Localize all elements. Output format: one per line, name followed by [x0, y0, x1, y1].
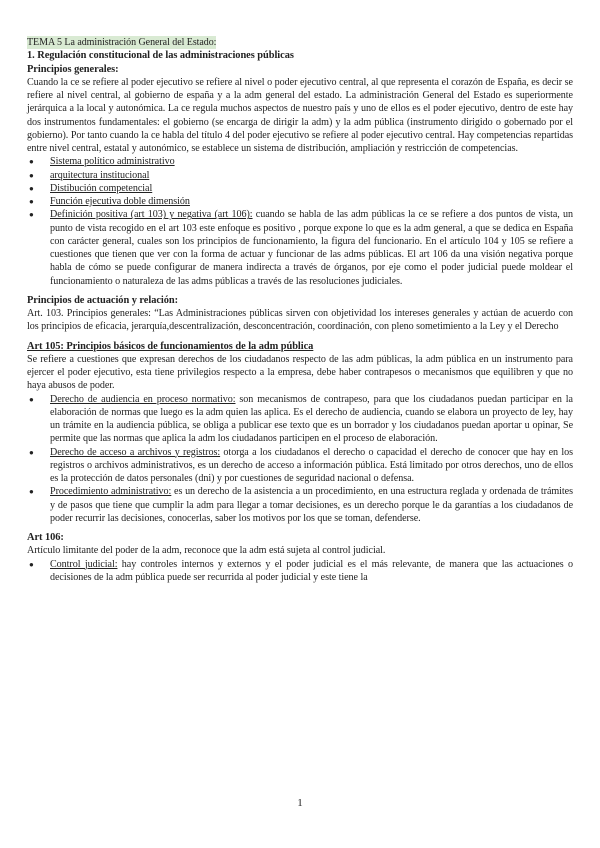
list-item: ● Derecho de acceso a archivos y registros: otorga a los ciudadanos el derecho o capacidad el derecho de conocer que hay en los registros o archivos administrativos, es un derecho de acceso a información pública. Está limitado por otros derechos, uno de ellos es la protección de datos personales (dni) y por cuestiones de seguridad nacional o defensa.: [27, 446, 573, 486]
document-page: [27, 36, 573, 584]
section3-bullet-list: [27, 393, 573, 526]
list-item: ● arquitectura institucional: [27, 169, 573, 182]
section1-paragraph: Cuando la ce se refiere al poder ejecutivo se refiere al nivel o poder ejecutivo central, al que representa el corazón de España, es decir se refiere al nivel central, al gobierno de españa y a la adm general del estado. La administración General del Estado es superiormente jerárquica a la local y autonómica. La ce regula muchos aspectos de nuestro país y uno de ellos es el poder ejecutivo, dentro de este hay dos instrumentos fundamentales: el gobierno (se encarga de dirigir la adm) y la adm pública (instrumento dirigido o gobernado por el gobierno). Por tanto cuando la ce habla del título 4 del poder ejecutivo se refiere al poder ejecutivo central. Hay competencias repartidas entre nivel central, estatal y autonómico, se establece un sistema de distribución, ampliación y restricción de competencias.: [27, 76, 573, 154]
section2-paragraph: Art. 103. Principios generales: “Las Administraciones públicas sirven con objetividad los intereses generales y actúan de acuerdo con los principios de eficacia, jerarquía,descentralización, desconcentración, coordinación, con pleno sometimiento a la Ley y el Derecho: [27, 308, 573, 333]
section1-subheading: Principios generales:: [27, 63, 119, 75]
list-item: ● Procedimiento administrativo: es un derecho de la asistencia a un procedimiento, en una estructura reglada y ordenada de trámites y de pasos que tiene que cumplir la adm para llegar a tomar decisiones, es un derecho porque le da garantías a los ciudadanos de poder recurrir las decisiones, conocerlas, saber los motivos por los que se toman, defenderse.: [27, 485, 573, 525]
section1-bullet-list: [27, 155, 573, 288]
section4-bullet-list: [27, 558, 573, 585]
section2-heading: Principios de actuación y relación:: [27, 294, 179, 306]
section3-heading: Art 105: Principios básicos de funcionamientos de la adm pública: [27, 340, 314, 352]
list-item: ● Derecho de audiencia en proceso normativo: son mecanismos de contrapeso, para que los ciudadanos puedan participar en la elaboración de normas que luego es la adm quien las aplica. Es el derecho de audiencia, cuando se elabora un proyecto de ley, hay un trámite en la audiencia pública, se obliga a publicar ese texto que es un borrador y los ciudadanos puedan aportar u opinar, Se permite que las normas que aplica la adm los ciudadanos participen en el proceso de elaboración.: [27, 393, 573, 446]
list-item: ● Control judicial: hay controles internos y externos y el poder judicial es el más relevante, de manera que las actuaciones o decisiones de la adm pública puede ser recurrida al poder judicial y este tiene la: [27, 558, 573, 585]
list-item: ● Distibución competencial: [27, 182, 573, 195]
section3-paragraph: Se refiere a cuestiones que expresan derechos de los ciudadanos respecto de las adm públicas, la adm pública en un instrumento para ejercer el poder ejecutivo, esta tiene privilegios respecto a la empresa, debe haber contrapesos o mecanismos que equilibren y que no haya abusos de poder.: [27, 353, 573, 392]
section1-heading: 1. Regulación constitucional de las administraciones públicas: [27, 50, 294, 62]
document-title: TEMA 5 La administración General del Estado:: [27, 37, 217, 48]
section4-heading: Art 106:: [27, 532, 64, 543]
section4-paragraph: Artículo limitante del poder de la adm, reconoce que la adm está sujeta al control judicial.: [27, 545, 386, 557]
list-item: ● Definición positiva (art 103) y negativa (art 106): cuando se habla de las adm públicas la ce se refiere a dos puntos de vista, un punto de vista recogido en el art 103 este enfoque es positivo , porque expone lo que es la adm general, a que se dedica en España con carácter general, cuales son los principios de funcionamiento, la figura del funcionario. En el artículo 104 y 105 se refiere a cuestiones que tienen que ver con la forma de actuar y funcionar de las adms públicas. El art 106 da una visión negativa porque habla de cómo se puede configurar de manera indirecta a través de órganos, por eje como el poder judicial puede moldear el funcionamiento o naturaleza de las adms públicas a través de las resoluciones judiciales.: [27, 208, 573, 288]
list-item: ● Función ejecutiva doble dimensión: [27, 195, 573, 208]
list-item: ● Sistema político administrativo: [27, 155, 573, 168]
page-number: 1: [297, 797, 303, 809]
